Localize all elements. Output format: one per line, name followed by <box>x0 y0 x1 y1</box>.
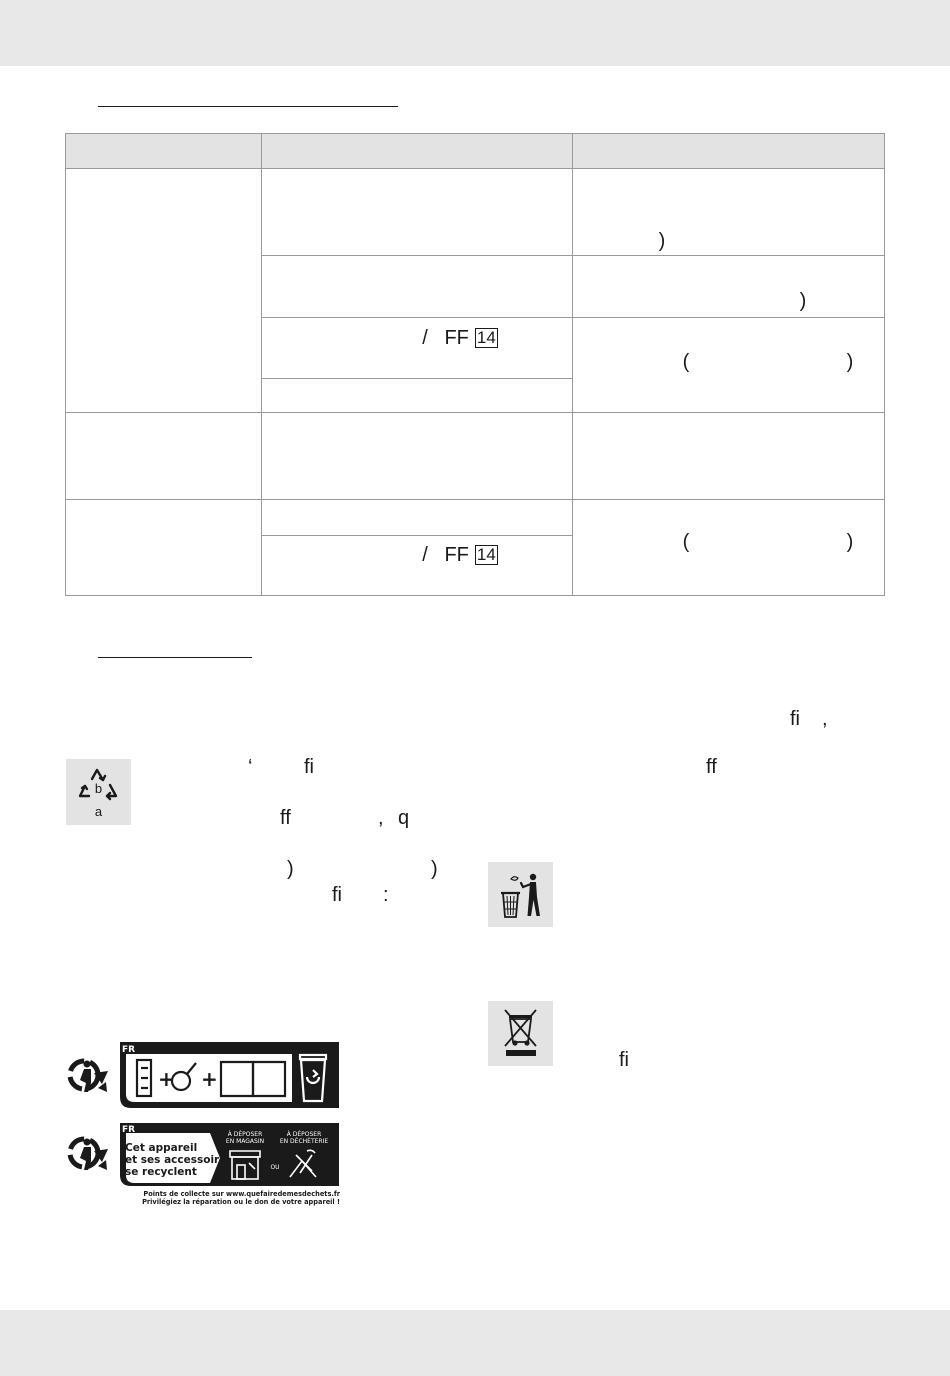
dechet-label-1: À DÉPOSER <box>286 1131 322 1138</box>
specification-table <box>65 133 885 596</box>
text-fragment: fi <box>619 1049 629 1071</box>
litter-bin-icon <box>488 862 553 927</box>
table-row <box>66 169 885 256</box>
cell-text: / FF 14 <box>422 327 496 349</box>
triman-badge: FR <box>122 1125 136 1135</box>
text-fragment: ff <box>280 807 291 829</box>
cell-text: ( <box>682 351 690 373</box>
table-cell <box>572 500 884 596</box>
store-label-1: À DÉPOSER <box>227 1131 263 1138</box>
table-header-cell <box>262 134 572 169</box>
ou-label: OU <box>270 1164 280 1171</box>
svg-text:+: + <box>158 1067 175 1091</box>
text-fragment: : <box>383 884 389 906</box>
svg-text:+: + <box>201 1067 218 1091</box>
triman-logo-packaging <box>64 1040 340 1110</box>
triman-line-1: Cet appareil <box>125 1142 198 1154</box>
table-cell <box>572 169 884 256</box>
table-cell <box>262 413 572 500</box>
text-fragment: , <box>378 807 384 829</box>
text-fragment: , <box>822 708 828 730</box>
triman-line-2: et ses accessoires <box>125 1154 233 1166</box>
crossed-bin-icon <box>488 1001 553 1066</box>
table-cell <box>262 536 572 596</box>
text-fragment: ) <box>287 858 294 880</box>
triman-footer-2: Privilégiez la réparation ou le don de votre appareil ! <box>142 1198 340 1206</box>
text-fragment: fi <box>790 708 800 730</box>
text-fragment: fi <box>332 884 342 906</box>
recycle-material: a <box>94 804 103 819</box>
section-heading-underline <box>98 106 398 107</box>
recycle-code: b <box>94 781 103 796</box>
table-row <box>66 413 885 500</box>
triman-icon <box>70 1139 108 1171</box>
table-cell <box>572 318 884 413</box>
triman-icon <box>70 1061 108 1093</box>
cell-text: ) <box>658 230 666 252</box>
table-cell <box>66 413 262 500</box>
triman-line-3: se recyclent <box>125 1166 197 1178</box>
cell-text: ) <box>799 290 807 312</box>
text-fragment: ) <box>431 858 438 880</box>
table-cell <box>66 500 262 596</box>
cell-text: / FF 14 <box>422 544 496 566</box>
triman-logo-appliance <box>64 1121 344 1211</box>
store-label-2: EN MAGASIN <box>225 1138 265 1145</box>
bottom-band <box>0 1310 950 1376</box>
table-row <box>66 500 885 536</box>
table-cell <box>262 379 572 413</box>
cell-text: ) <box>846 531 854 553</box>
triman-badge: FR <box>122 1045 136 1055</box>
table-cell <box>262 169 572 256</box>
table-cell <box>262 500 572 536</box>
table-cell <box>262 318 572 379</box>
table-cell <box>262 256 572 318</box>
ff14-box: 14 <box>476 328 496 347</box>
ff14-box: 14 <box>476 545 496 564</box>
table-cell <box>66 169 262 413</box>
table-cell <box>572 413 884 500</box>
table-cell <box>572 256 884 318</box>
text-fragment: fi <box>304 756 314 778</box>
table-header-cell <box>66 134 262 169</box>
table-header-row <box>66 134 885 169</box>
triman-footer-1: Points de collecte sur www.quefairedemesdechets.fr <box>143 1190 340 1198</box>
cell-text: ( <box>682 531 690 553</box>
text-fragment: ‘ <box>248 756 253 778</box>
cell-text: ) <box>846 351 854 373</box>
text-fragment: q <box>398 807 410 829</box>
text-fragment: ff <box>706 756 717 778</box>
table-header-cell <box>572 134 884 169</box>
top-band <box>0 0 950 66</box>
recycle-triangle-icon <box>66 759 131 825</box>
dechet-label-2: EN DÉCHÈTERIE <box>279 1138 329 1145</box>
section-heading-underline <box>98 657 252 658</box>
